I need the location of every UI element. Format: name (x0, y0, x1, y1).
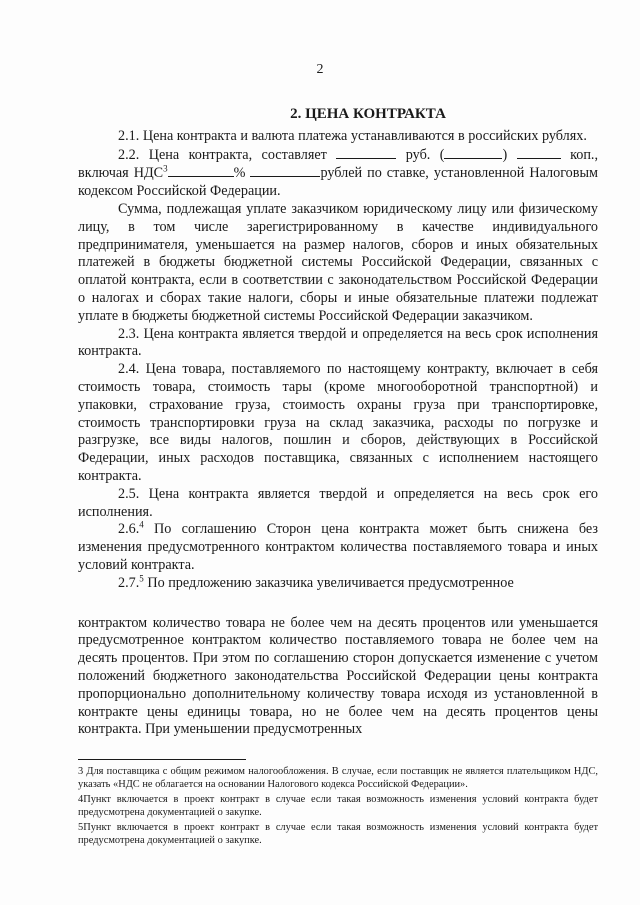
footnote-ref-4: 4 (139, 519, 144, 530)
document-body (78, 106, 598, 739)
clause-2-2-rub: руб. ( (405, 146, 445, 163)
footnote-divider (78, 759, 246, 760)
footnote-5: 5Пункт включается в проект контракт в случае если такая возможность изменения условий контракта будет предусмотрена документацией о закупке. (78, 821, 598, 847)
clause-2-4: 2.4. Цена товара, поставляемого по настоящему контракту, включает в себя стоимость товара, стоимость тары (кроме многооборотной транспортной) и упаковки, страхование груза, стоимость охраны груза при транспортировке, стоимость транспортировки груза на склад заказчика, расходы по погрузке и разгрузке, все виды налогов, пошлин и сборов, действующих в Российской Федерации, иных расходов поставщика, связанных с исполнением настоящего контракта. (78, 361, 598, 484)
clause-2-2-nds-prefix: включая НДС (78, 165, 164, 182)
footnotes (78, 765, 598, 848)
section-title: 2. ЦЕНА КОНТРАКТА (290, 106, 446, 122)
footnote-ref-5: 5 (139, 572, 144, 583)
clause-2-7-text: По предложению заказчика увеличивается предусмотренное (143, 574, 514, 591)
nds-rate-blank (168, 164, 234, 177)
clause-2-6-num: 2.6. (118, 521, 140, 538)
paragraph-gap (78, 593, 598, 615)
nds-amount-blank (250, 164, 320, 177)
price-kop-blank (517, 146, 561, 159)
clause-2-2 (78, 146, 598, 201)
clause-2-6 (78, 521, 598, 574)
clause-2-7-continuation: контрактом количество товара не более чем на десять процентов или уменьшается предусмотренное контрактом количество поставляемого товара не более чем на десять процентов. При этом по соглашению сторон допускается изменение с учетом положений бюджетного законодательства Российской Федерации цены контракта пропорционально дополнительному количеству товара исходя из установленной в контракте цены единицы товара, но не более чем на десять процентов цены контракта. При уменьшении предусмотренных (78, 614, 598, 738)
clause-2-3: 2.3. Цена контракта является твердой и определяется на весь срок исполнения контракта. (78, 325, 598, 360)
price-words-blank (444, 146, 502, 159)
sum-paragraph: Сумма, подлежащая уплате заказчиком юридическому лицу или физическому лицу, в том числе зарегистрированному в качестве индивидуального предпринимателя, уменьшается на размер налогов, сборов и иных обязательных платежей в бюджеты бюджетной системы Российской Федерации, связанных с оплатой контракта, если в соответствии с законодательством Российской Федерации о налогах и сборах такие налоги, сборы и иные обязательные платежи подлежат уплате в бюджеты бюджетной системы Российской Федерации заказчиком. (78, 200, 598, 324)
footnote-3: 3 Для поставщика с общим режимом налогообложения. В случае, если поставщик не является плательщиком НДС, указать «НДС не облагается на основании Налогового кодекса Российской Федерации». (78, 766, 598, 791)
clause-2-6-text: По соглашению Сторон цена контракта может быть снижена без изменения предусмотренного контрактом количества поставляемого товара и иных условий контракта. (78, 521, 598, 573)
footnote-4: 4Пункт включается в проект контракт в случае если такая возможность изменения условий контракта будет предусмотрена документацией о закупке. (78, 793, 598, 819)
clause-2-7 (78, 572, 598, 593)
clause-2-2-kop: ) (502, 146, 517, 163)
clause-2-5: 2.5. Цена контракта является твердой и определяется на весь срок его исполнения. (78, 485, 598, 520)
footnote-ref-3: 3 (163, 163, 168, 174)
clause-2-1: 2.1. Цена контракта и валюта платежа устанавливаются в российских рублях. (118, 127, 587, 144)
page-number: 2 (316, 62, 324, 77)
clause-2-7-num: 2.7. (118, 574, 140, 591)
clause-2-2-percent: % (233, 165, 246, 182)
price-rub-blank (336, 146, 396, 159)
clause-2-2-end: рублей по ставке, установленной Налоговым кодексом Российской Федерации. (78, 165, 598, 200)
clause-2-2-kop-label: коп., (570, 146, 599, 163)
clause-2-2-start: 2.2. Цена контракта, составляет (118, 146, 327, 163)
